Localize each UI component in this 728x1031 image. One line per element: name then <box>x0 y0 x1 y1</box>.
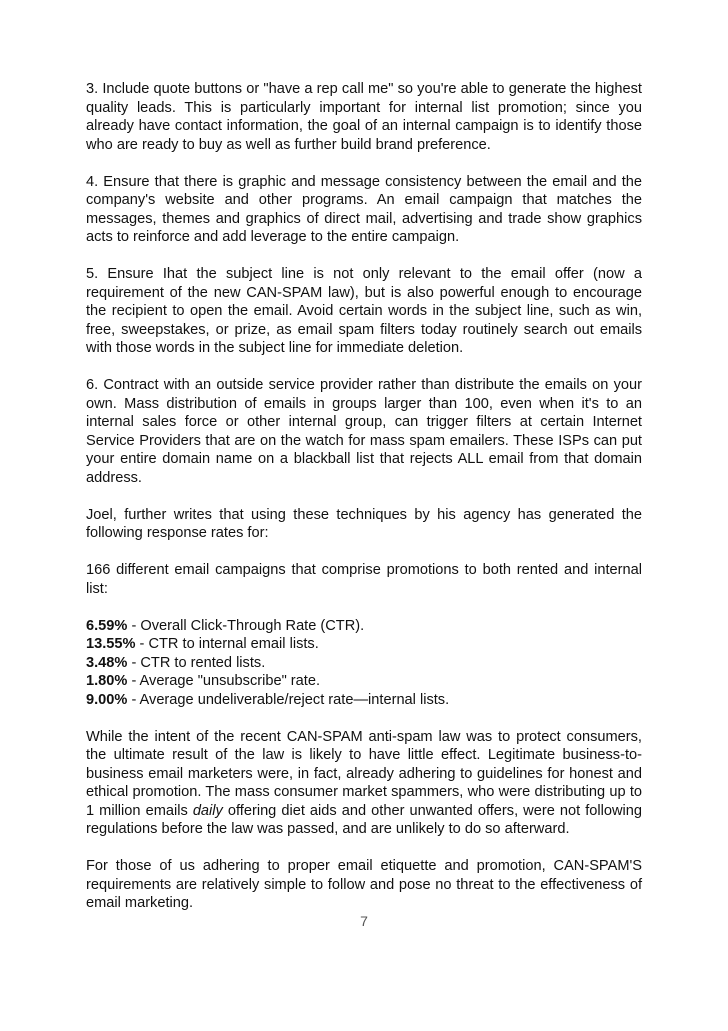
paragraph-item-5: 5. Ensure Ihat the subject line is not only relevant to the email offer (now a requirement of the new CAN-SPAM law), but is also powerful enough to encourage the recipient to open the email. Avoid certain words in the subject line, such as win, free, sweepstakes, or prize, as email spam filters today routinely search out emails with those words in the subject line for immediate deletion. <box>86 266 642 356</box>
paragraph-law-effect <box>86 728 642 839</box>
law-text-emphasis: daily <box>192 802 223 819</box>
paragraph-conclusion: For those of us adhering to proper email etiquette and promotion, CAN-SPAM'S requirements are relatively simple to follow and pose no threat to the effectiveness of email marketing. <box>86 858 642 911</box>
paragraph-item-3: 3. Include quote buttons or "have a rep call me" so you're able to generate the highest quality leads. This is particularly important for internal list promotion; since you already have contact information, the goal of an internal campaign is to identify those who are ready to buy as well as further build brand preference. <box>86 81 642 153</box>
stat-line <box>86 617 642 636</box>
stat-text: - CTR to internal email lists. <box>135 636 319 652</box>
page-number: 7 <box>360 913 368 929</box>
law-text-start: While the intent of the recent CAN-SPAM anti-spam law was to protect consumers, the ultimate result of the law is likely to have little effect. Legitimate business-to-business email marketers were, in fact, already adhering to guidelines for honest and ethical promotion. The mass consumer market spammers, who were distributing up to 1 million emails <box>86 728 642 819</box>
law-text-end: offering diet aids and other unwanted offers, were not following regulations before the law was passed, and are unlikely to do so afterward. <box>86 802 642 837</box>
stat-value: 6.59% <box>86 617 128 634</box>
stat-line <box>86 635 642 654</box>
stat-value: 1.80% <box>86 673 128 689</box>
page-body <box>86 80 642 931</box>
stat-value: 13.55% <box>86 636 136 652</box>
stat-text: - Average "unsubscribe" rate. <box>127 673 321 689</box>
stat-value: 9.00% <box>86 691 128 708</box>
stat-value: 3.48% <box>86 654 128 671</box>
paragraph-campaigns: 166 different email campaigns that comprise promotions to both rented and internal list: <box>86 562 642 597</box>
stat-line <box>86 654 642 673</box>
stat-line <box>86 672 642 691</box>
stat-line <box>86 691 642 710</box>
paragraph-joel: Joel, further writes that using these techniques by his agency has generated the following response rates for: <box>86 506 642 541</box>
stat-text: - Overall Click-Through Rate (CTR). <box>127 617 365 634</box>
stat-text: - CTR to rented lists. <box>127 654 266 671</box>
stat-text: - Average undeliverable/reject rate—internal lists. <box>127 691 450 708</box>
stats-list <box>86 617 642 710</box>
paragraph-item-4: 4. Ensure that there is graphic and message consistency between the email and the company's website and other programs. An email campaign that matches the messages, themes and graphics of direct mail, advertising and trade show graphics acts to reinforce and add leverage to the entire campaign. <box>86 173 642 245</box>
paragraph-item-6: 6. Contract with an outside service provider rather than distribute the emails on your own. Mass distribution of emails in groups larger than 100, even when it's to an internal sales force or other internal group, can trigger filters at certain Internet Service Providers that are on the watch for mass spam emailers. These ISPs can put your entire domain name on a blackball list that rejects ALL email from that domain address. <box>86 377 642 486</box>
